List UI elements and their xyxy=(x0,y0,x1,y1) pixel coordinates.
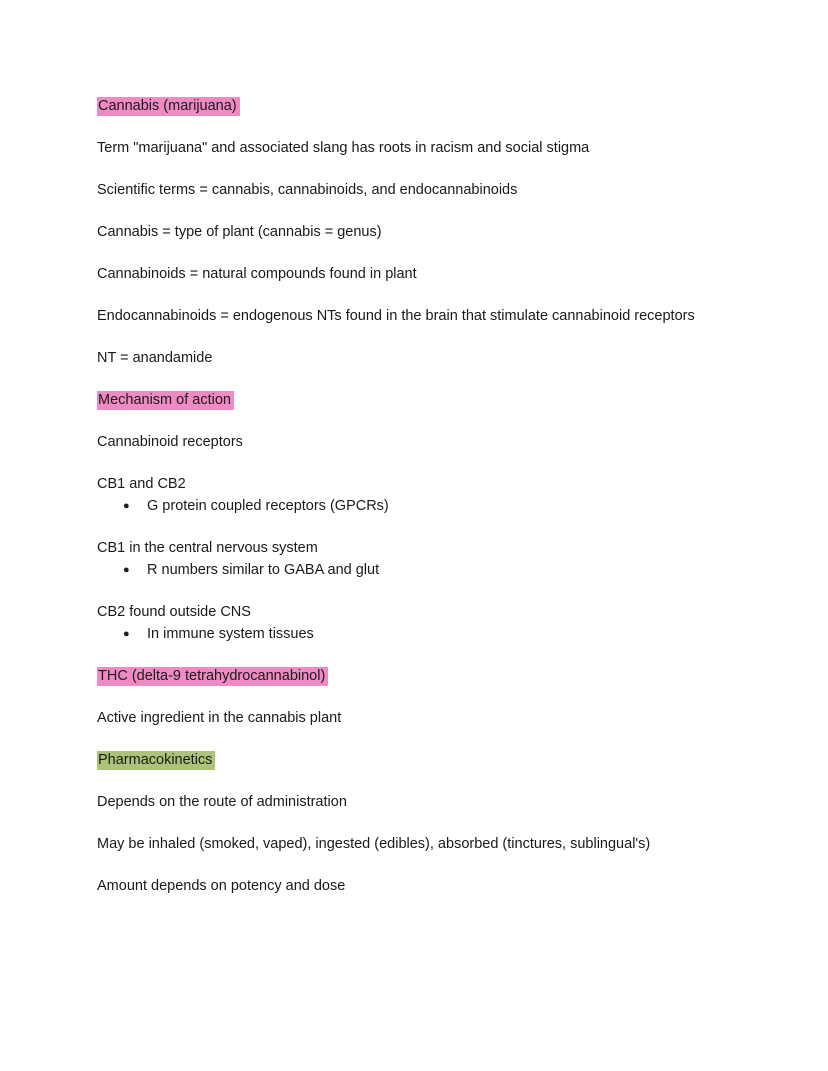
paragraph: CB1 and CB2 xyxy=(97,476,186,492)
bullet-list xyxy=(97,496,768,516)
paragraph: May be inhaled (smoked, vaped), ingested (edibles), absorbed (tinctures, sublingual's) xyxy=(97,836,651,852)
paragraph: Term "marijuana" and associated slang has roots in racism and social stigma xyxy=(97,140,590,156)
bullet-icon: ● xyxy=(123,500,130,512)
bullet-list xyxy=(97,560,768,580)
paragraph: Amount depends on potency and dose xyxy=(97,878,346,894)
section-heading-mechanism xyxy=(97,391,768,410)
paragraph: Scientific terms = cannabis, cannabinoids, and endocannabinoids xyxy=(97,182,518,198)
paragraph: Cannabis = type of plant (cannabis = genus) xyxy=(97,224,382,240)
section-heading-cannabis xyxy=(97,97,768,116)
paragraph: CB2 found outside CNS xyxy=(97,604,251,620)
paragraph: CB1 in the central nervous system xyxy=(97,540,318,556)
paragraph: Cannabinoids = natural compounds found in plant xyxy=(97,266,417,282)
highlighted-heading: Pharmacokinetics xyxy=(97,751,215,770)
bullet-icon: ● xyxy=(123,628,130,640)
bullet-icon: ● xyxy=(123,564,130,576)
paragraph: Depends on the route of administration xyxy=(97,794,347,810)
bullet-item xyxy=(123,560,768,580)
paragraph: Endocannabinoids = endogenous NTs found in the brain that stimulate cannabinoid receptors xyxy=(97,308,695,324)
paragraph: NT = anandamide xyxy=(97,350,213,366)
bullet-item xyxy=(123,496,768,516)
bullet-text: R numbers similar to GABA and glut xyxy=(147,562,380,578)
highlighted-heading: Mechanism of action xyxy=(97,391,234,410)
paragraph: Cannabinoid receptors xyxy=(97,434,243,450)
highlighted-heading: Cannabis (marijuana) xyxy=(97,97,240,116)
paragraph: Active ingredient in the cannabis plant xyxy=(97,710,342,726)
section-heading-thc xyxy=(97,667,768,686)
section-heading-pharmacokinetics xyxy=(97,751,768,770)
bullet-item xyxy=(123,624,768,644)
bullet-list xyxy=(97,624,768,644)
highlighted-heading: THC (delta-9 tetrahydrocannabinol) xyxy=(97,667,328,686)
bullet-text: G protein coupled receptors (GPCRs) xyxy=(147,498,389,514)
bullet-text: In immune system tissues xyxy=(147,626,314,642)
